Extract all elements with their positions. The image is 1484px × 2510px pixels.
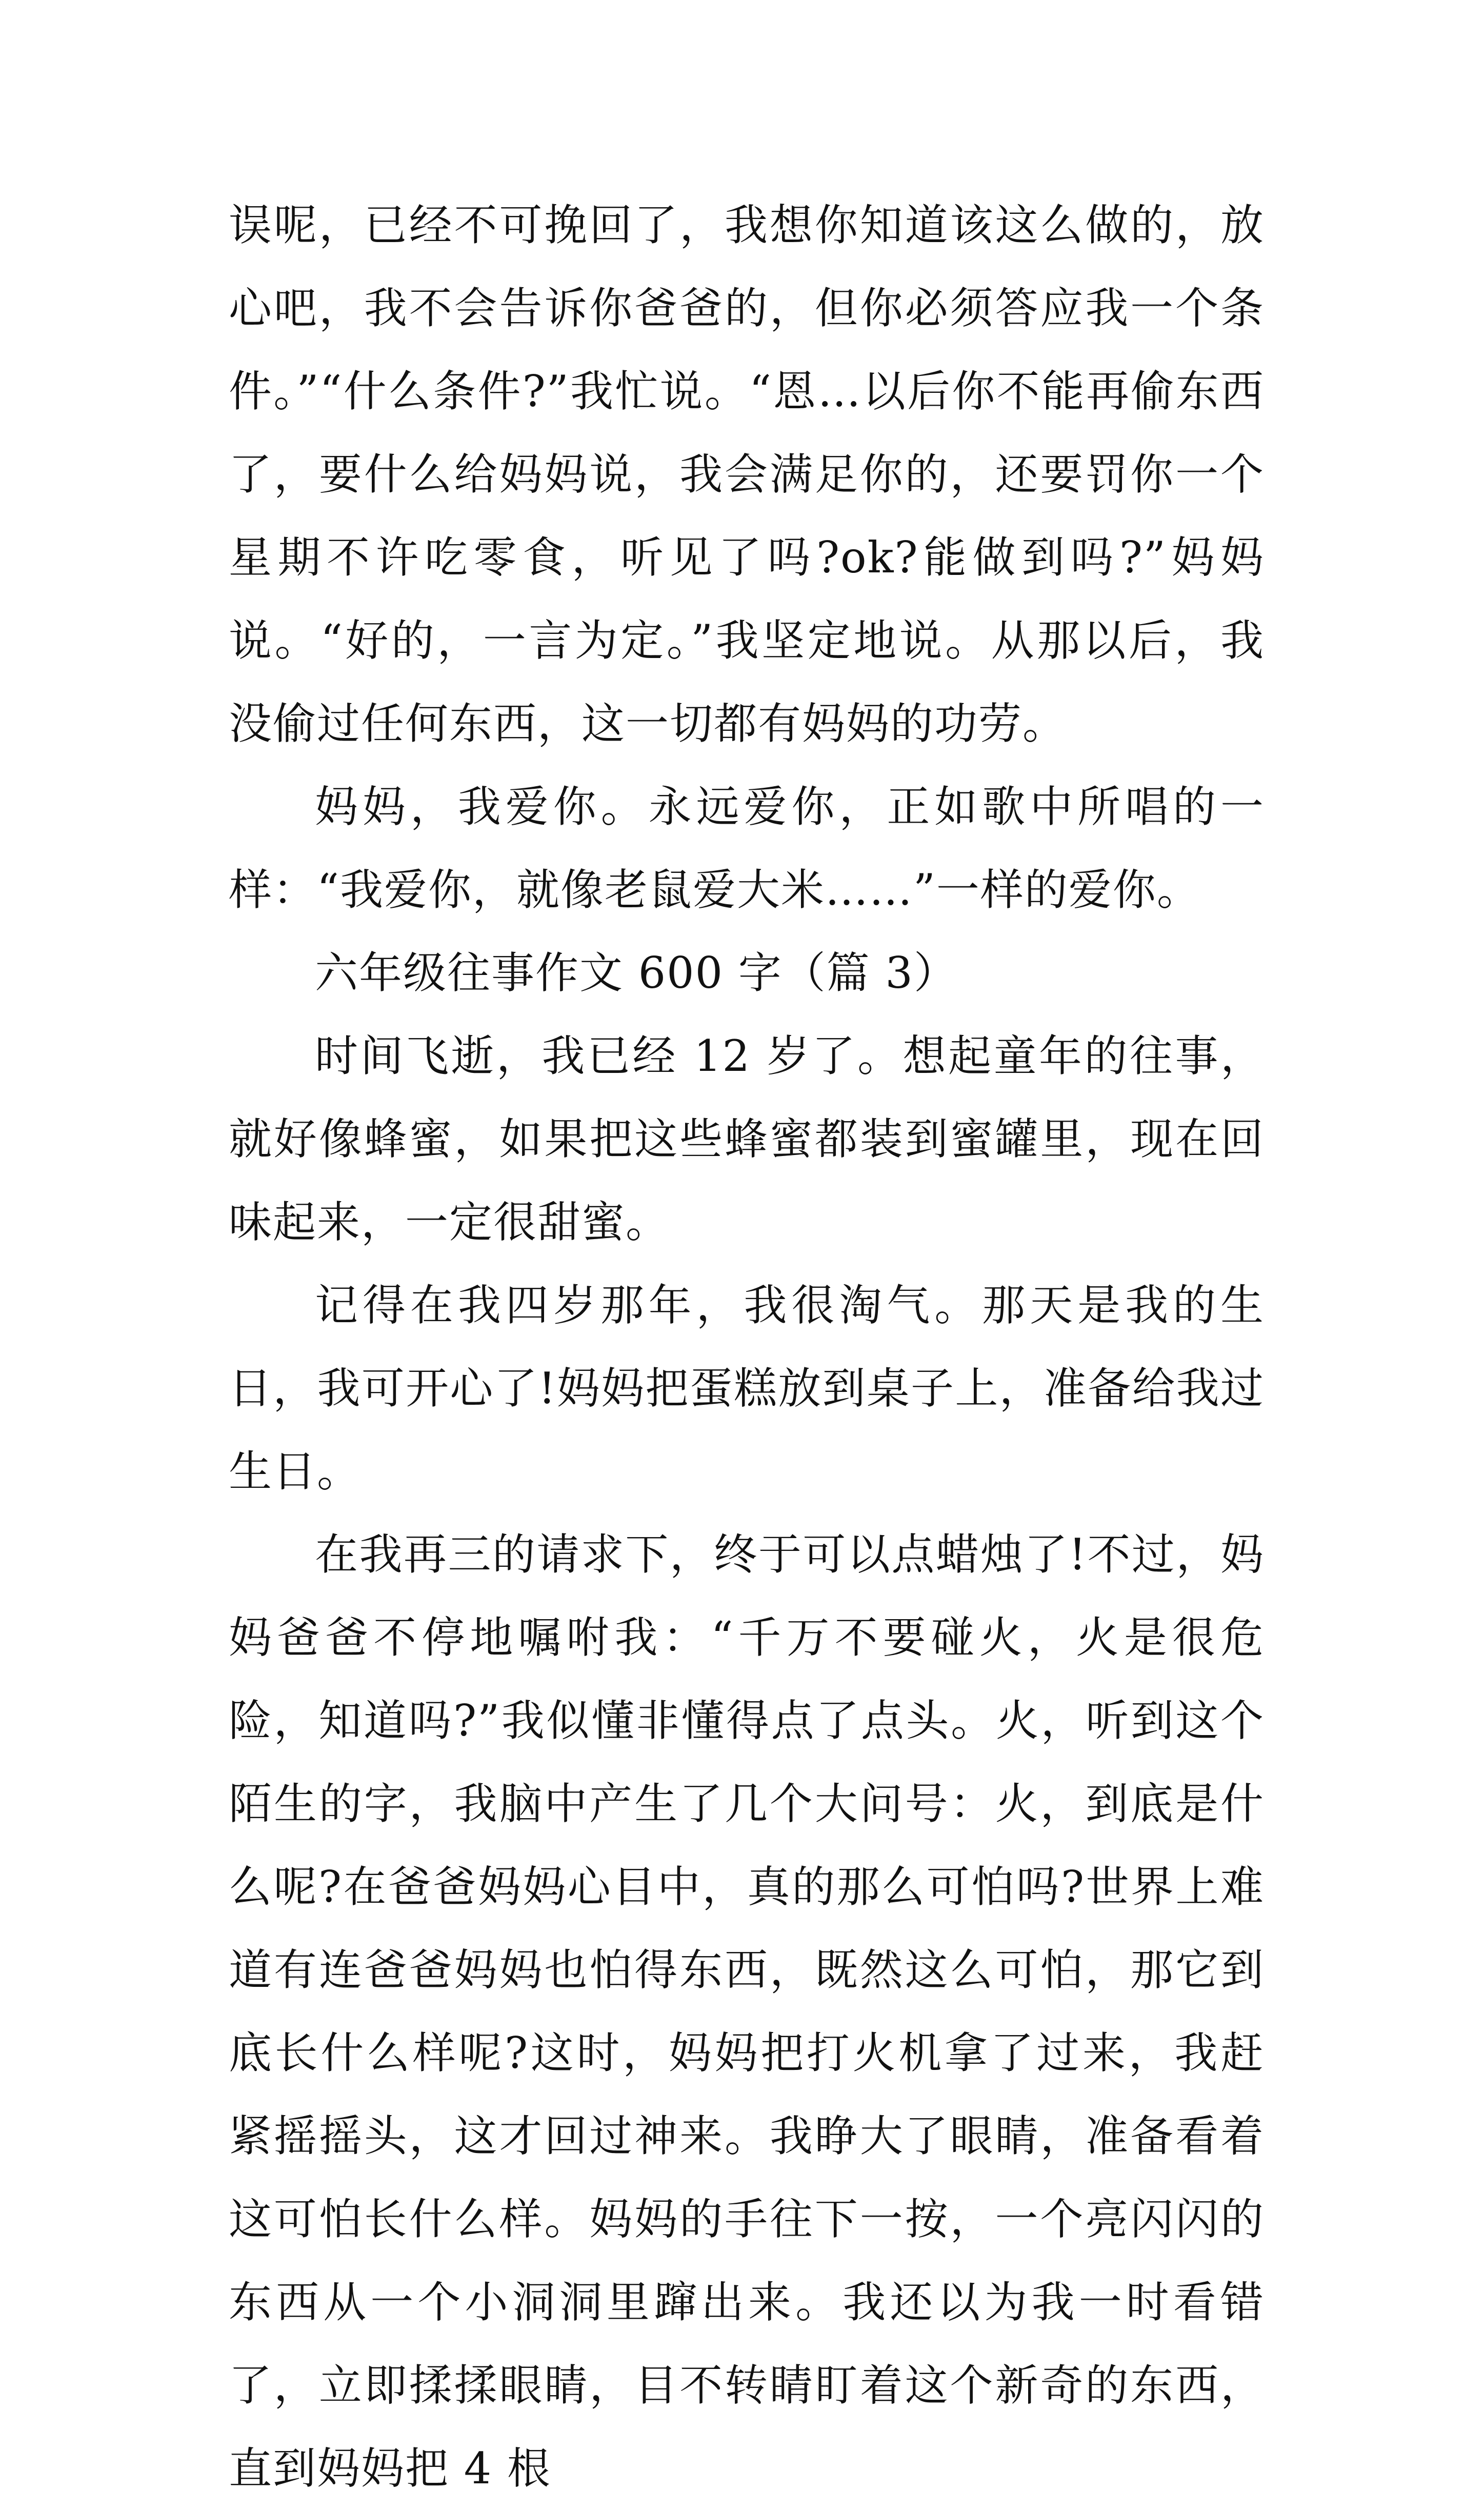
paragraph-time-flies: 时间飞逝，我已经 12 岁了。想起童年的往事，就好像蜂蜜，如果把这些蜂蜜都装到蜜罐里，现在回味起来，一定很甜蜜。 xyxy=(229,1031,1265,1247)
section-heading: 六年级往事作文 600 字（篇 3） xyxy=(315,948,958,998)
paragraph-love: 妈妈，我爱你。永远爱你，正如歌中所唱的一样：“我爱你，就像老鼠爱大米……”一样的爱你。 xyxy=(229,782,1265,915)
document-body xyxy=(229,184,1265,2510)
paragraph-candles: 在我再三的请求下，终于可以点蜡烛了!不过，妈妈爸爸不停地嘱咐我：“千万不要碰火，火是很危险，知道吗?”我似懂非懂得点了点头。火，听到这个陌生的字，我脑中产生了几个大问号：火，到底是什么呢?在爸爸妈妈心目中，真的那么可怕吗?世界上难道有连爸爸妈妈也怕得东西，既然这么可怕，那它到底长什么样呢?这时，妈妈把打火机拿了过来，我赶紧摇摇头，这才回过神来。我睁大了眼睛，准备看着这可怕长什么样。妈妈的手往下一按，一个亮闪闪的东西从一个小洞洞里蹿出来。我还以为我一时看错了，立即揉揉眼睛，目不转睛盯着这个新奇的东西，直到妈妈把 4 根 xyxy=(229,1529,1265,2494)
paragraph-birthday: 记得在我四岁那年，我很淘气。那天是我的生日，我可开心了!妈妈把蛋糕放到桌子上，准备给我过生日。 xyxy=(229,1280,1265,1497)
paragraph-continued: 误呢，已经不可挽回了，我想你知道该这么做的，放心吧，我不会告诉你爸爸的，但你必须答应我一个条件。”“什么条件?”我忙说。“恩…以后你不能再偷东西了，要什么给妈妈说，我会满足你的，还要罚你一个星期不许吃零食，听见了吗?ok?能做到吗?”妈妈说。“好的，一言为定。”我坚定地说。从那以后，我没偷过任何东西，这一切都有妈妈的功劳。 xyxy=(229,200,1265,749)
